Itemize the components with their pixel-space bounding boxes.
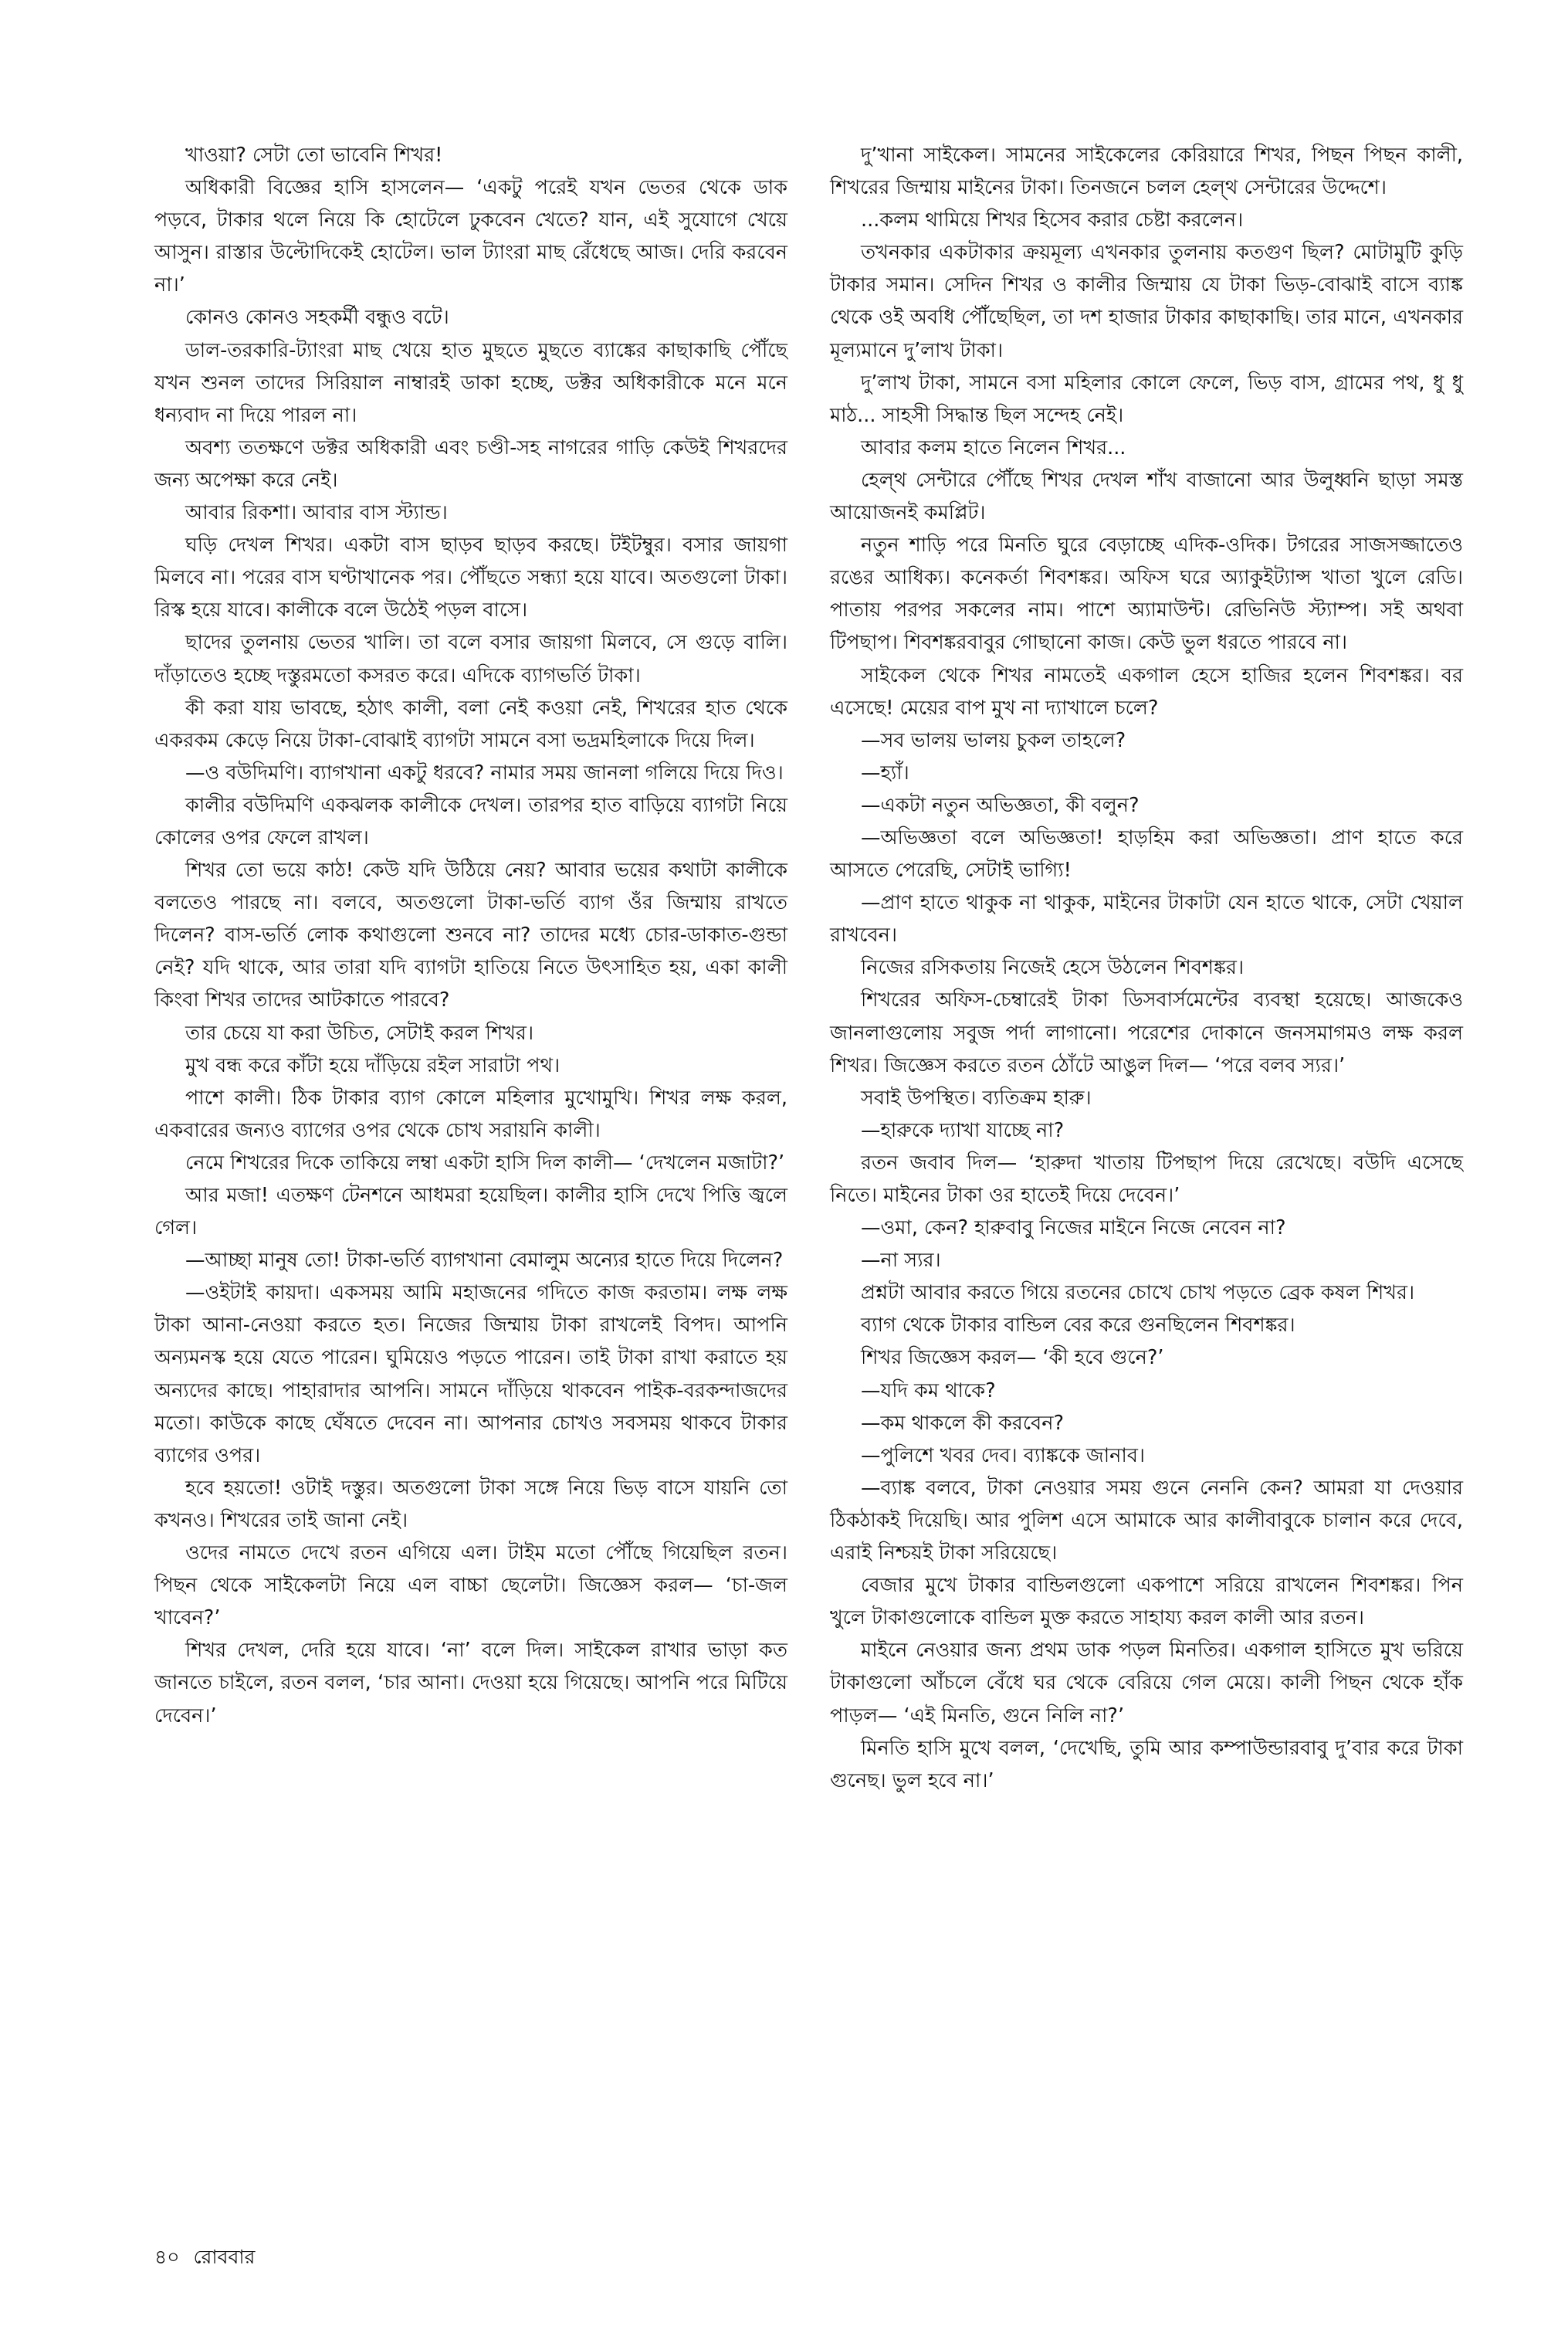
paragraph: আর মজা! এতক্ষণ টেনশনে আধমরা হয়েছিল। কালীর হাসি দেখে পিত্তি জ্বলে গেল। xyxy=(154,1184,787,1240)
right-text-column xyxy=(830,139,1463,1797)
paragraph: —আচ্ছা মানুষ তো! টাকা-ভর্তি ব্যাগখানা বেমালুম অন্যের হাতে দিয়ে দিলেন? xyxy=(185,1249,784,1273)
paragraph: দু’খানা সাইকেল। সামনের সাইকেলের কেরিয়ারে শিখর, পিছন পিছন কালী, শিখরের জিম্মায় মাইনের টাকা। তিনজনে চলল হেল্থ সেন্টারের উদ্দেশে। xyxy=(830,144,1463,200)
paragraph: পাশে কালী। ঠিক টাকার ব্যাগ কোলে মহিলার মুখোমুখি। শিখর লক্ষ করল, একবারের জন্যও ব্যাগের ওপর থেকে চোখ সরায়নি কালী। xyxy=(154,1086,787,1142)
page-footer xyxy=(154,2245,255,2270)
paragraph: কালীর বউদিমণি একঝলক কালীকে দেখল। তারপর হাত বাড়িয়ে ব্যাগটা নিয়ে কোলের ওপর ফেলে রাখল। xyxy=(154,793,787,849)
paragraph: শিখর জিজ্ঞেস করল— ‘কী হবে গুনে?’ xyxy=(861,1346,1164,1370)
paragraph: —যদি কম থাকে? xyxy=(861,1378,996,1402)
publication-name: রোববার xyxy=(193,2246,256,2268)
page-number: ৪০ xyxy=(154,2246,180,2268)
paragraph: —না স্যর। xyxy=(861,1249,941,1273)
paragraph: নেমে শিখরের দিকে তাকিয়ে লম্বা একটা হাসি দিল কালী— ‘দেখলেন মজাটা?’ xyxy=(185,1151,785,1175)
paragraph: —একটা নতুন অভিজ্ঞতা, কী বলুন? xyxy=(861,793,1140,817)
paragraph: —ওমা, কেন? হারুবাবু নিজের মাইনে নিজে নেবেন না? xyxy=(861,1216,1286,1240)
paragraph: তার চেয়ে যা করা উচিত, সেটাই করল শিখর। xyxy=(185,1021,534,1045)
paragraph: অধিকারী বিজ্ঞের হাসি হাসলেন— ‘একটু পরেই যখন ভেতর থেকে ডাক পড়বে, টাকার থলে নিয়ে কি হোটেলে ঢুকবেন খেতে? যান, এই সুযোগে খেয়ে আসুন। রাস্তার উল্টোদিকেই হোটেল। ভাল ট্যাংরা মাছ রেঁধেছে আজ। দেরি করবেন না।’ xyxy=(154,176,787,297)
paragraph: দু’লাখ টাকা, সামনে বসা মহিলার কোলে ফেলে, ভিড় বাস, গ্রামের পথ, ধু ধু মাঠ... সাহসী সিদ্ধান্ত ছিল সন্দেহ নেই। xyxy=(830,371,1463,427)
paragraph: ওদের নামতে দেখে রতন এগিয়ে এল। টাইম মতো পৌঁছে গিয়েছিল রতন। পিছন থেকে সাইকেলটা নিয়ে এল বাচ্চা ছেলেটা। জিজ্ঞেস করল— ‘চা-জল খাবেন?’ xyxy=(154,1541,787,1630)
paragraph: —ও বউদিমণি। ব্যাগখানা একটু ধরবে? নামার সময় জানলা গলিয়ে দিয়ে দিও। xyxy=(185,761,784,785)
paragraph: শিখরের অফিস-চেম্বারেই টাকা ডিসবার্সমেন্টের ব্যবস্থা হয়েছে। আজকেও জানলাগুলোয় সবুজ পর্দা লাগানো। পরেশের দোকানে জনসমাগমও লক্ষ করল শিখর। জিজ্ঞেস করতে রতন ঠোঁটে আঙুল দিল— ‘পরে বলব স্যর।’ xyxy=(830,988,1463,1077)
paragraph: —কম থাকলে কী করবেন? xyxy=(861,1411,1065,1435)
paragraph: ঘড়ি দেখল শিখর। একটা বাস ছাড়ব ছাড়ব করছে। টইটম্বুর। বসার জায়গা মিলবে না। পরের বাস ঘণ্টাখানেক পর। পৌঁছতে সন্ধ্যা হয়ে যাবে। অতগুলো টাকা। রিস্ক হয়ে যাবে। কালীকে বলে উঠেই পড়ল বাসে। xyxy=(154,534,787,622)
paragraph: —পুলিশে খবর দেব। ব্যাঙ্ককে জানাব। xyxy=(861,1443,1146,1467)
paragraph: —সব ভালয় ভালয় চুকল তাহলে? xyxy=(861,728,1126,752)
paragraph: কী করা যায় ভাবছে, হঠাৎ কালী, বলা নেই কওয়া নেই, শিখরের হাত থেকে একরকম কেড়ে নিয়ে টাকা-বোঝাই ব্যাগটা সামনে বসা ভদ্রমহিলাকে দিয়ে দিল। xyxy=(154,696,787,752)
paragraph: মুখ বন্ধ করে কাঁটা হয়ে দাঁড়িয়ে রইল সারাটা পথ। xyxy=(185,1053,560,1077)
paragraph: সবাই উপস্থিত। ব্যতিক্রম হারু। xyxy=(861,1086,1092,1110)
paragraph: সাইকেল থেকে শিখর নামতেই একগাল হেসে হাজির হলেন শিবশঙ্কর। বর এসেছে! মেয়ের বাপ মুখ না দ্যাখালে চলে? xyxy=(830,663,1463,720)
paragraph: শিখর দেখল, দেরি হয়ে যাবে। ‘না’ বলে দিল। সাইকেল রাখার ভাড়া কত জানতে চাইলে, রতন বলল, ‘চার আনা। দেওয়া হয়ে গিয়েছে। আপনি পরে মিটিয়ে দেবেন।’ xyxy=(154,1639,787,1728)
paragraph: প্রশ্নটা আবার করতে গিয়ে রতনের চোখে চোখ পড়তে ব্রেক কষল শিখর। xyxy=(861,1281,1415,1305)
paragraph: রতন জবাব দিল— ‘হারুদা খাতায় টিপছাপ দিয়ে রেখেছে। বউদি এসেছে নিতে। মাইনের টাকা ওর হাতেই দিয়ে দেবেন।’ xyxy=(830,1151,1463,1207)
paragraph: মাইনে নেওয়ার জন্য প্রথম ডাক পড়ল মিনতির। একগাল হাসিতে মুখ ভরিয়ে টাকাগুলো আঁচলে বেঁধে ঘর থেকে বেরিয়ে গেল মেয়ে। কালী পিছন থেকে হাঁক পাড়ল— ‘এই মিনতি, গুনে নিলি না?’ xyxy=(830,1639,1463,1728)
paragraph: —হ্যাঁ। xyxy=(861,761,909,785)
left-text-column xyxy=(154,139,787,1732)
paragraph: খাওয়া? সেটা তো ভাবেনি শিখর! xyxy=(185,144,443,167)
paragraph: হবে হয়তো! ওটাই দস্তুর। অতগুলো টাকা সঙ্গে নিয়ে ভিড় বাসে যায়নি তো কখনও। শিখরের তাই জানা নেই। xyxy=(154,1476,787,1532)
paragraph: কোনও কোনও সহকর্মী বন্ধুও বটে। xyxy=(185,306,449,330)
paragraph: ছাদের তুলনায় ভেতর খালি। তা বলে বসার জায়গা মিলবে, সে গুড়ে বালি। দাঁড়াতেও হচ্ছে দস্তুরমতো কসরত করে। এদিকে ব্যাগভর্তি টাকা। xyxy=(154,631,787,687)
paragraph: তখনকার একটাকার ক্রয়মূল্য এখনকার তুলনায় কতগুণ ছিল? মোটামুটি কুড়ি টাকার সমান। সেদিন শিখর ও কালীর জিম্মায় যে টাকা ভিড়-বোঝাই বাসে ব্যাঙ্ক থেকে ওই অবধি পৌঁছেছিল, তা দশ হাজার টাকার কাছাকাছি। তার মানে, এখনকার মূল্যমানে দু’লাখ টাকা। xyxy=(830,241,1463,362)
paragraph: আবার রিকশা। আবার বাস স্ট্যান্ড। xyxy=(185,501,448,525)
paragraph: নিজের রসিকতায় নিজেই হেসে উঠলেন শিবশঙ্কর। xyxy=(861,956,1245,980)
paragraph: ...কলম থামিয়ে শিখর হিসেব করার চেষ্টা করলেন। xyxy=(861,209,1244,232)
paragraph: নতুন শাড়ি পরে মিনতি ঘুরে বেড়াচ্ছে এদিক-ওদিক। টগরের সাজসজ্জাতেও রঙের আধিক্য। কনেকর্তা শিবশঙ্কর। অফিস ঘরে অ্যাকুইট্যান্স খাতা খুলে রেডি। পাতায় পরপর সকলের নাম। পাশে অ্যামাউন্ট। রেভিনিউ স্ট্যাম্প। সই অথবা টিপছাপ। শিবশঙ্করবাবুর গোছানো কাজ। কেউ ভুল ধরতে পারবে না। xyxy=(830,534,1463,655)
paragraph: হেল্থ সেন্টারে পৌঁছে শিখর দেখল শাঁখ বাজানো আর উলুধ্বনি ছাড়া সমস্ত আয়োজনই কমপ্লিট। xyxy=(830,468,1463,525)
paragraph: বেজার মুখে টাকার বান্ডিলগুলো একপাশে সরিয়ে রাখলেন শিবশঙ্কর। পিন খুলে টাকাগুলোকে বান্ডিল মুক্ত করতে সাহায্য করল কালী আর রতন। xyxy=(830,1574,1463,1630)
paragraph: আবার কলম হাতে নিলেন শিখর... xyxy=(861,436,1126,459)
paragraph: ব্যাগ থেকে টাকার বান্ডিল বের করে গুনছিলেন শিবশঙ্কর। xyxy=(861,1314,1295,1338)
paragraph: —প্রাণ হাতে থাকুক না থাকুক, মাইনের টাকাটা যেন হাতে থাকে, সেটা খেয়াল রাখবেন। xyxy=(830,891,1463,948)
paragraph: —ওইটাই কায়দা। একসময় আমি মহাজনের গদিতে কাজ করতাম। লক্ষ লক্ষ টাকা আনা-নেওয়া করতে হত। নিজের জিম্মায় টাকা রাখলেই বিপদ। আপনি অন্যমনস্ক হয়ে যেতে পারেন। ঘুমিয়েও পড়তে পারেন। তাই টাকা রাখা করাতে হয় অন্যদের কাছে। পাহারাদার আপনি। সামনে দাঁড়িয়ে থাকবেন পাইক-বরকন্দাজদের মতো। কাউকে কাছে ঘেঁষতে দেবেন না। আপনার চোখও সবসময় থাকবে টাকার ব্যাগের ওপর। xyxy=(154,1281,787,1467)
paragraph: ডাল-তরকারি-ট্যাংরা মাছ খেয়ে হাত মুছতে মুছতে ব্যাঙ্কের কাছাকাছি পৌঁছে যখন শুনল তাদের সিরিয়াল নাম্বারই ডাকা হচ্ছে, ডক্টর অধিকারীকে মনে মনে ধন্যবাদ না দিয়ে পারল না। xyxy=(154,338,787,427)
paragraph: অবশ্য ততক্ষণে ডক্টর অধিকারী এবং চণ্ডী-সহ নাগরের গাড়ি কেউই শিখরদের জন্য অপেক্ষা করে নেই। xyxy=(154,436,787,492)
paragraph: —অভিজ্ঞতা বলে অভিজ্ঞতা! হাড়হিম করা অভিজ্ঞতা। প্রাণ হাতে করে আসতে পেরেছি, সেটাই ভাগ্যি! xyxy=(830,826,1463,883)
paragraph: মিনতি হাসি মুখে বলল, ‘দেখেছি, তুমি আর কম্পাউন্ডারবাবু দু’বার করে টাকা গুনেছ। ভুল হবে না।’ xyxy=(830,1736,1463,1792)
paragraph: —হারুকে দ্যাখা যাচ্ছে না? xyxy=(861,1118,1065,1142)
paragraph: —ব্যাঙ্ক বলবে, টাকা নেওয়ার সময় গুনে নেননি কেন? আমরা যা দেওয়ার ঠিকঠাকই দিয়েছি। আর পুলিশ এসে আমাকে আর কালীবাবুকে চালান করে দেবে, এরাই নিশ্চয়ই টাকা সরিয়েছে। xyxy=(830,1476,1463,1565)
paragraph: শিখর তো ভয়ে কাঠ! কেউ যদি উঠিয়ে নেয়? আবার ভয়ের কথাটা কালীকে বলতেও পারছে না। বলবে, অতগুলো টাকা-ভর্তি ব্যাগ ওঁর জিম্মায় রাখতে দিলেন? বাস-ভর্তি লোক কথাগুলো শুনবে না? তাদের মধ্যে চোর-ডাকাত-গুন্ডা নেই? যদি থাকে, আর তারা যদি ব্যাগটা হাতিয়ে নিতে উৎসাহিত হয়, একা কালী কিংবা শিখর তাদের আটকাতে পারবে? xyxy=(154,859,787,1012)
